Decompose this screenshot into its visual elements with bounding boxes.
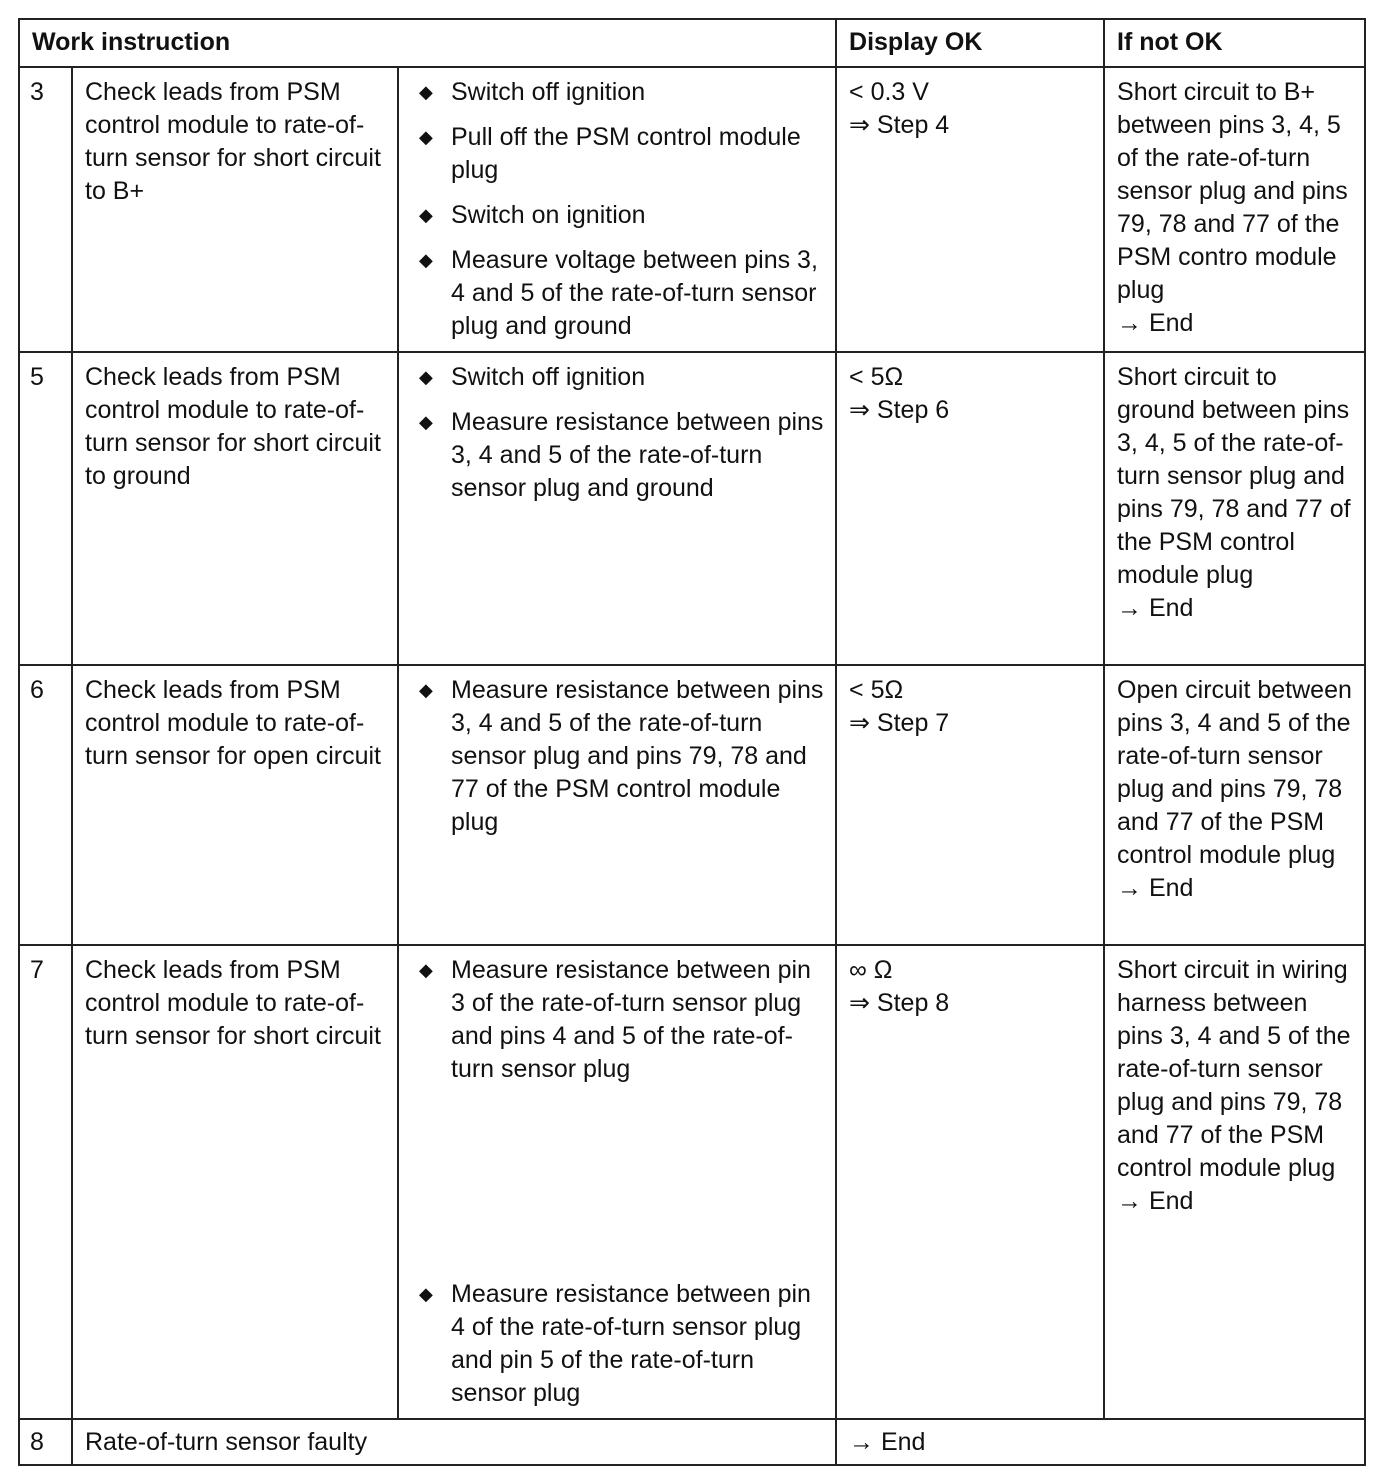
if-not-ok-text: Short circuit to B+ between pins 3, 4, 5 of the rate-of-turn sensor plug and pins 79, 78 and 77 of the PSM contro module plug (1117, 78, 1348, 304)
step-actions (398, 67, 836, 352)
diamond-bullet-icon: ◆ (419, 680, 433, 700)
if-not-ok-cell (1104, 665, 1365, 945)
header-display-ok: Display OK (836, 19, 1104, 67)
diamond-bullet-icon: ◆ (419, 127, 433, 147)
table-header-row (19, 19, 1365, 67)
display-ok-cell (836, 352, 1104, 665)
action-item: ◆ Measure resistance between pins 3, 4 and 5 of the rate-of-turn sensor plug and ground (419, 408, 824, 502)
display-ok-cell (836, 945, 1104, 1419)
diamond-bullet-icon: ◆ (419, 205, 433, 225)
diamond-bullet-icon: ◆ (419, 412, 433, 432)
display-ok-next-step: ⇒ Step 4 (849, 111, 950, 139)
diamond-bullet-icon: ◆ (419, 367, 433, 387)
display-ok-next-step: ⇒ Step 7 (849, 709, 950, 737)
display-ok-value: < 5Ω (849, 363, 904, 391)
display-ok-next-step: ⇒ Step 8 (849, 989, 950, 1017)
step-number: 6 (19, 665, 72, 945)
display-ok-value: ∞ Ω (849, 956, 893, 984)
action-item: ◆ Measure resistance between pin 4 of the rate-of-turn sensor plug and pin 5 of the rate-of-turn sensor plug (419, 1280, 811, 1407)
if-not-ok-cell (1104, 352, 1365, 665)
step-description: Check leads from PSM control module to rate-of-turn sensor for short circuit to B+ (72, 67, 398, 352)
display-ok-value: < 5Ω (849, 676, 904, 704)
diamond-bullet-icon: ◆ (419, 250, 433, 270)
action-item: ◆ Measure resistance between pins 3, 4 and 5 of the rate-of-turn sensor plug and pins 79, 78 and 77 of the PSM control module plug (419, 676, 824, 836)
if-not-ok-next: → End (1117, 309, 1194, 337)
action-item: ◆ Switch on ignition (411, 199, 825, 232)
step-actions (398, 352, 836, 665)
step-description: Check leads from PSM control module to rate-of-turn sensor for short circuit to ground (72, 352, 398, 665)
action-item: ◆ Switch off ignition (411, 76, 825, 109)
if-not-ok-text: Short circuit to ground between pins 3, 4, 5 of the rate-of-turn sensor plug and pins 79, 78 and 77 of the PSM control module plug (1117, 363, 1351, 589)
diamond-bullet-icon: ◆ (419, 1284, 433, 1304)
diamond-bullet-icon: ◆ (419, 960, 433, 980)
header-work-instruction: Work instruction (19, 19, 836, 67)
action-item: ◆ Switch off ignition (411, 361, 825, 394)
diamond-bullet-icon: ◆ (419, 82, 433, 102)
display-ok-next-step: → End (836, 1419, 1365, 1465)
if-not-ok-next: → End (1117, 594, 1194, 622)
step-number: 8 (19, 1419, 72, 1465)
step-description: Check leads from PSM control module to rate-of-turn sensor for short circuit (72, 945, 398, 1419)
action-item: ◆ Measure resistance between pin 3 of the rate-of-turn sensor plug and pins 4 and 5 of the rate-of-turn sensor plug (419, 956, 811, 1083)
work-instruction-table (18, 18, 1366, 1466)
display-ok-cell (836, 665, 1104, 945)
action-item: ◆ Pull off the PSM control module plug (419, 123, 801, 184)
table-row (19, 67, 1365, 352)
step-number: 3 (19, 67, 72, 352)
step-actions (398, 665, 836, 945)
display-ok-value: < 0.3 V (849, 78, 929, 106)
table-row (19, 945, 1365, 1419)
if-not-ok-next: → End (1117, 874, 1194, 902)
if-not-ok-cell (1104, 67, 1365, 352)
if-not-ok-text: Open circuit between pins 3, 4 and 5 of the rate-of-turn sensor plug and pins 79, 78 and 77 of the PSM control module plug (1117, 676, 1352, 869)
table-row (19, 665, 1365, 945)
spacer (411, 1098, 825, 1266)
if-not-ok-cell (1104, 945, 1365, 1419)
step-number: 5 (19, 352, 72, 665)
if-not-ok-text: Short circuit in wiring harness between pins 3, 4 and 5 of the rate-of-turn sensor plug and pins 79, 78 and 77 of the PSM control module plug (1117, 956, 1351, 1182)
table-row (19, 1419, 1365, 1465)
display-ok-cell (836, 67, 1104, 352)
action-item: ◆ Measure voltage between pins 3, 4 and 5 of the rate-of-turn sensor plug and ground (419, 246, 818, 340)
header-if-not-ok: If not OK (1104, 19, 1365, 67)
step-description: Rate-of-turn sensor faulty (72, 1419, 836, 1465)
table-row (19, 352, 1365, 665)
step-number: 7 (19, 945, 72, 1419)
step-description: Check leads from PSM control module to rate-of-turn sensor for open circuit (72, 665, 398, 945)
step-actions (398, 945, 836, 1419)
display-ok-next-step: ⇒ Step 6 (849, 396, 950, 424)
if-not-ok-next: → End (1117, 1187, 1194, 1215)
